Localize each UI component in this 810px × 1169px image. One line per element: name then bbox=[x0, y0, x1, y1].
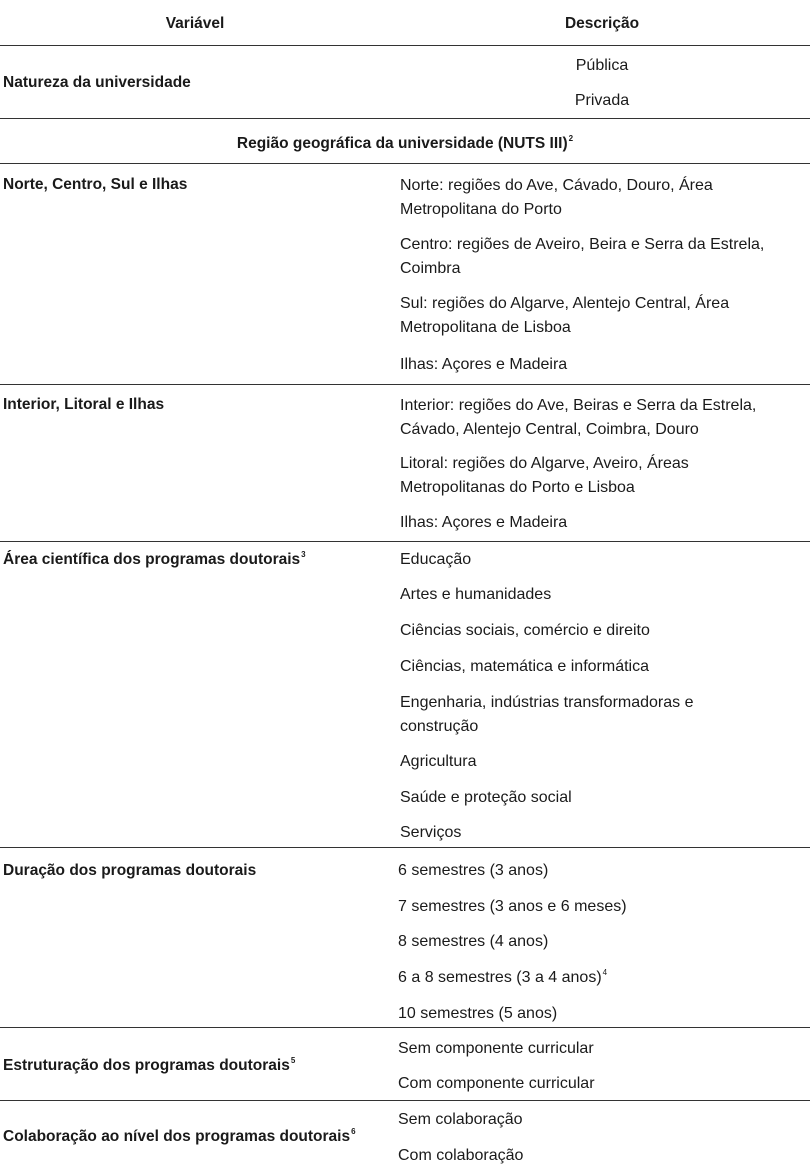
row-label-duracao: Duração dos programas doutorais bbox=[3, 862, 257, 879]
ili-item: Ilhas: Açores e Madeira bbox=[400, 514, 568, 531]
divider bbox=[0, 384, 810, 385]
row-label-estruturacao: Estruturação dos programas doutorais$^5$ bbox=[3, 1055, 296, 1074]
row-label-natureza: Natureza da universidade bbox=[3, 74, 191, 91]
divider bbox=[0, 163, 810, 164]
divider bbox=[0, 541, 810, 542]
divider bbox=[0, 847, 810, 848]
duracao-item: 8 semestres (4 anos) bbox=[398, 933, 549, 950]
area-item: Ciências, matemática e informática bbox=[400, 658, 649, 675]
duracao-item: 6 a 8 semestres (3 a 4 anos)$^4$ bbox=[398, 967, 608, 986]
duracao-item: 10 semestres (5 anos) bbox=[398, 1005, 558, 1022]
area-item: Serviços bbox=[400, 824, 462, 841]
colaboracao-item: Sem colaboração bbox=[398, 1111, 523, 1128]
row-label-ncsi: Norte, Centro, Sul e Ilhas bbox=[3, 176, 188, 193]
divider bbox=[0, 45, 810, 46]
area-item: Saúde e proteção social bbox=[400, 789, 572, 806]
ncsi-item: Ilhas: Açores e Madeira bbox=[400, 356, 568, 373]
duracao-item: 6 semestres (3 anos) bbox=[398, 862, 549, 879]
colaboracao-item: Com colaboração bbox=[398, 1147, 524, 1164]
estruturacao-item: Com componente curricular bbox=[398, 1075, 595, 1092]
natureza-item: Pública bbox=[575, 57, 629, 74]
row-label-colaboracao: Colaboração ao nível dos programas doutorais$^6$ bbox=[3, 1126, 356, 1145]
row-label-ili: Interior, Litoral e Ilhas bbox=[3, 396, 165, 413]
area-item: Engenharia, indústrias transformadoras e construção bbox=[400, 694, 694, 735]
section-title-regiao: Região geográfica da universidade (NUTS III)$^2$ bbox=[236, 133, 574, 152]
ncsi-item: Norte: regiões do Ave, Cávado, Douro, Área Metropolitana do Porto bbox=[400, 177, 713, 218]
divider bbox=[0, 1027, 810, 1028]
duracao-item: 7 semestres (3 anos e 6 meses) bbox=[398, 898, 627, 915]
estruturacao-item: Sem componente curricular bbox=[398, 1040, 594, 1057]
row-label-area: Área científica dos programas doutorais$^3$ bbox=[3, 549, 306, 568]
ncsi-item: Sul: regiões do Algarve, Alentejo Central, Área Metropolitana de Lisboa bbox=[400, 295, 730, 336]
area-item: Agricultura bbox=[400, 753, 477, 770]
area-item: Artes e humanidades bbox=[400, 586, 552, 603]
header-variable: Variável bbox=[165, 15, 225, 32]
ili-item: Interior: regiões do Ave, Beiras e Serra da Estrela, Cávado, Alentejo Central, Coimbra, Douro bbox=[400, 397, 757, 438]
divider bbox=[0, 118, 810, 119]
natureza-item: Privada bbox=[574, 92, 630, 109]
divider bbox=[0, 1100, 810, 1101]
ili-item: Litoral: regiões do Algarve, Aveiro, Áreas Metropolitanas do Porto e Lisboa bbox=[400, 455, 689, 496]
area-item: Ciências sociais, comércio e direito bbox=[400, 622, 650, 639]
ncsi-item: Centro: regiões de Aveiro, Beira e Serra da Estrela, Coimbra bbox=[400, 236, 765, 277]
header-description: Descrição bbox=[564, 15, 640, 32]
area-item: Educação bbox=[400, 551, 472, 568]
